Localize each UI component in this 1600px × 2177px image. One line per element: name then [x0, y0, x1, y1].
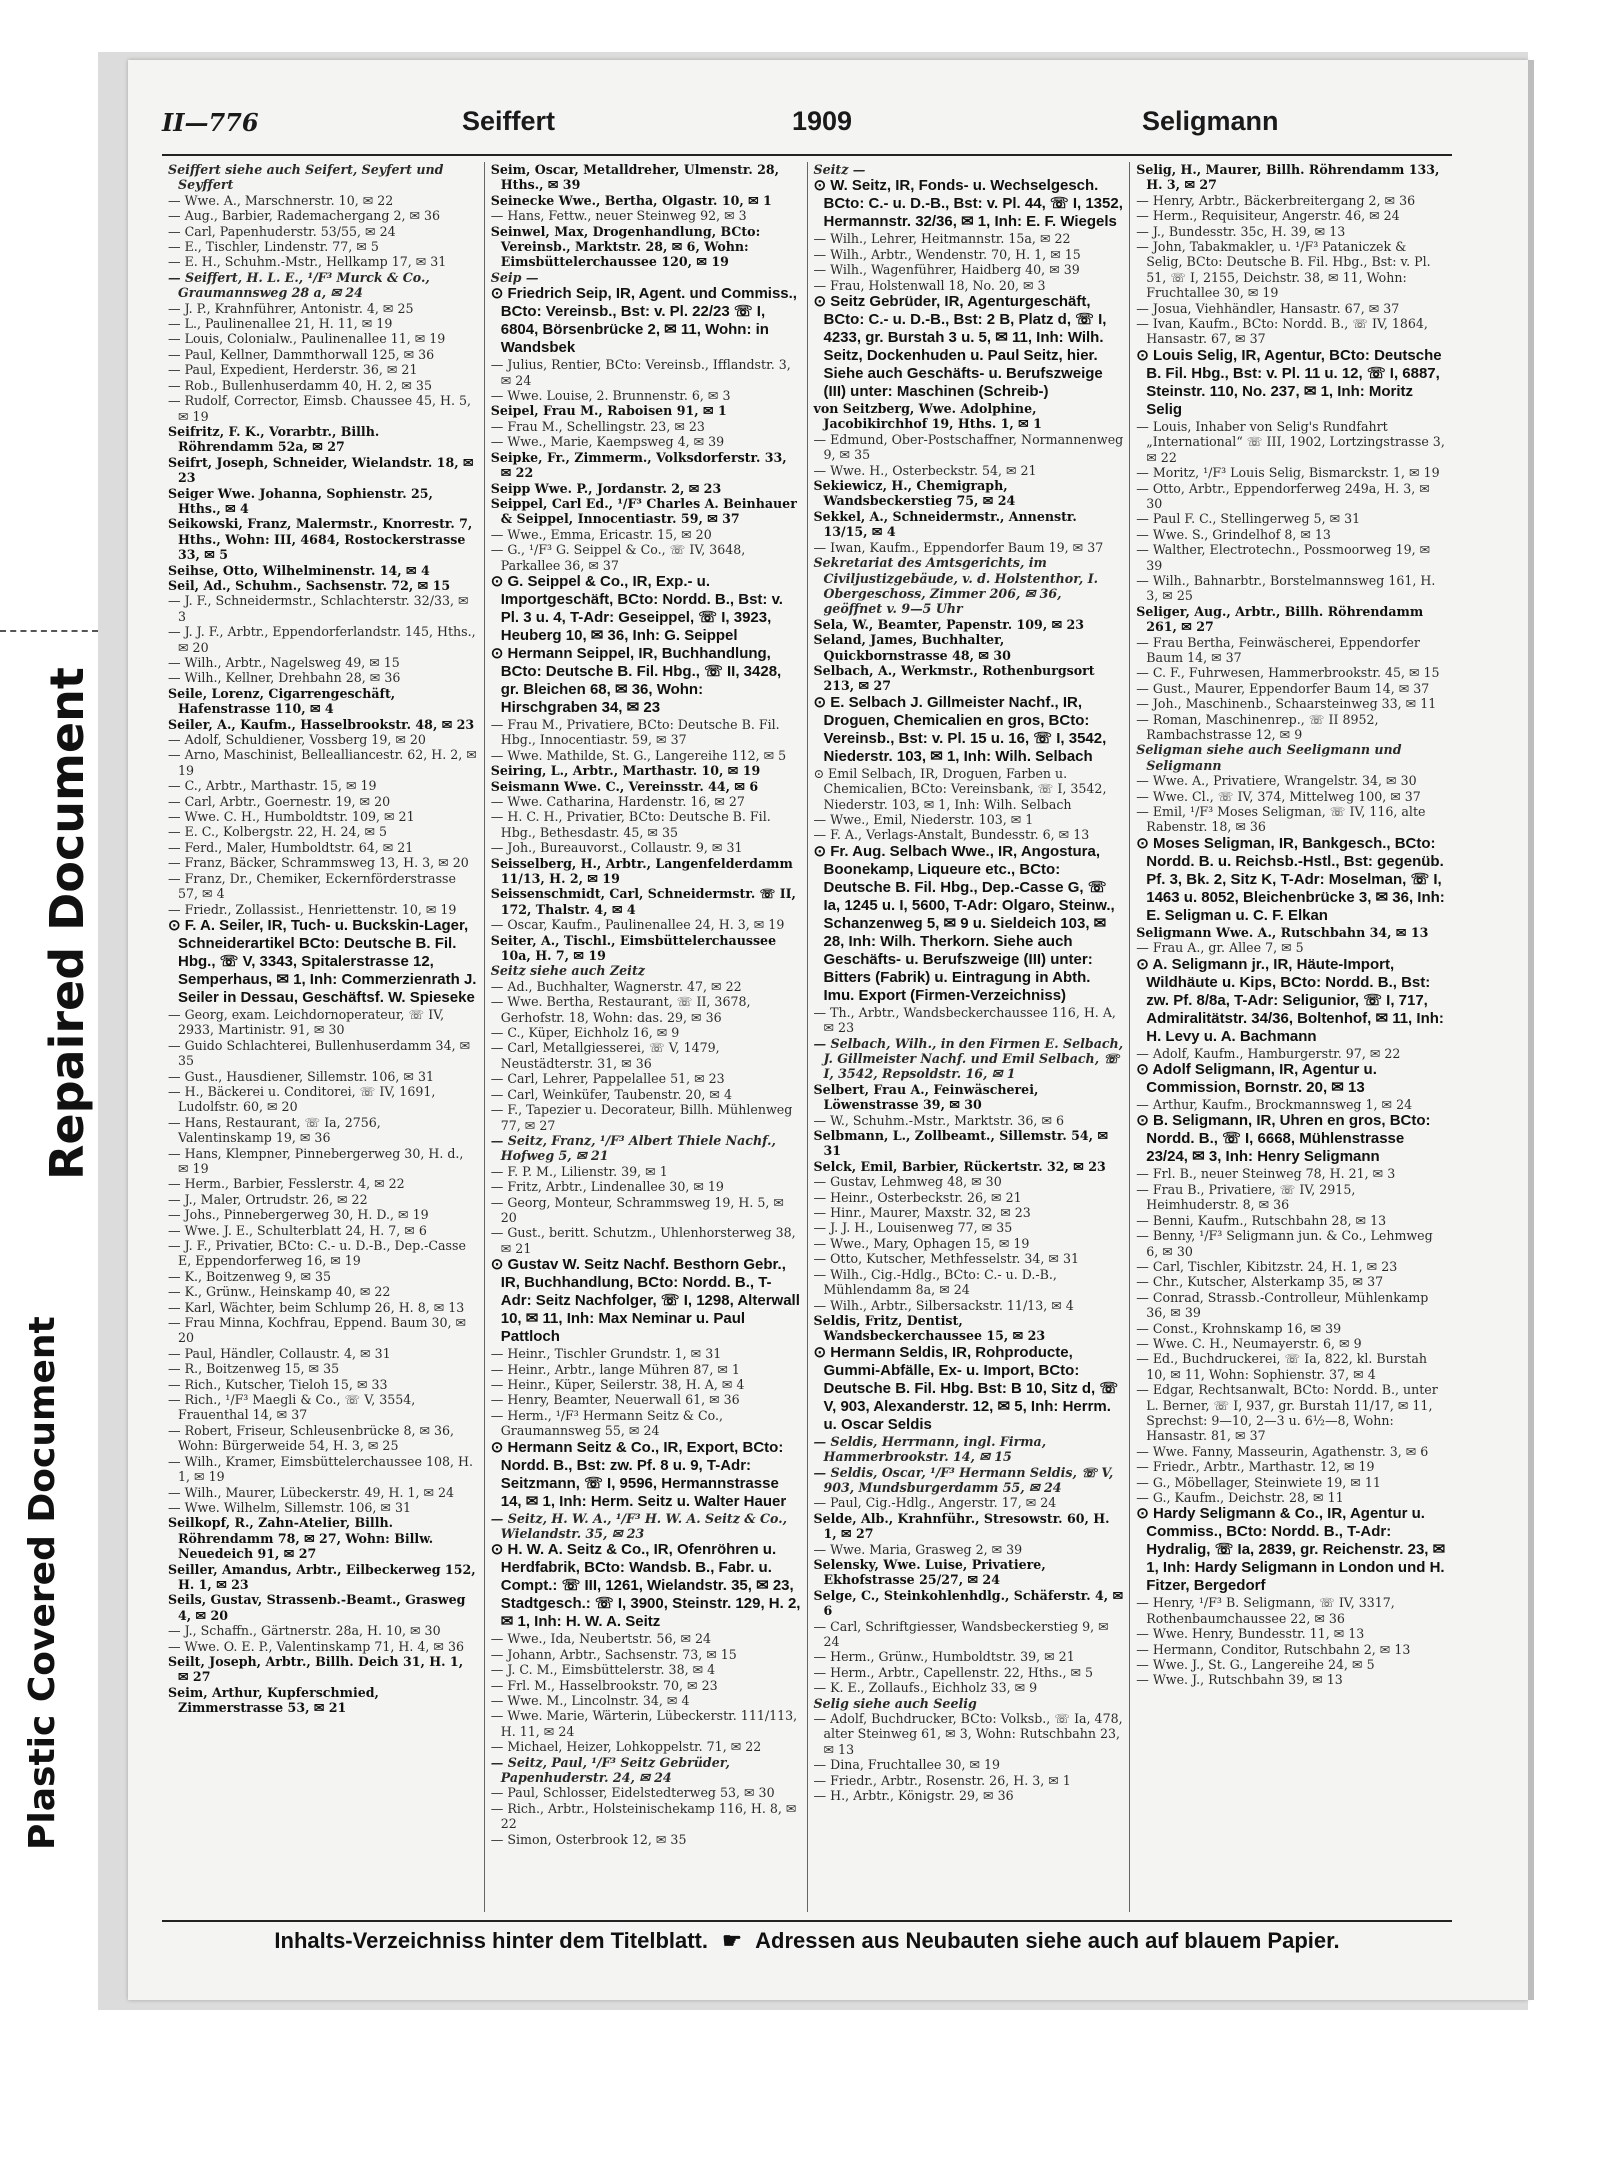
repaired-document-label: Repaired Document	[40, 667, 94, 1180]
directory-entry: — Wwe., Ida, Neubertstr. 56, ✉ 24	[490, 1631, 712, 1647]
directory-entry: — F., Tapezier u. Decorateur, Billh. Mühlenweg 77, ✉ 27	[490, 1102, 793, 1133]
directory-entry: — Robert, Friseur, Schleusenbrücke 8, ✉ 36, Wohn: Bürgerweide 54, H. 3, ✉ 25	[168, 1422, 455, 1454]
directory-entry: — Wilh., Kramer, Eimsbüttelerchaussee 108, H. 1, ✉ 19	[168, 1453, 473, 1485]
directory-entry: — Hans, Klempner, Pinnebergerweg 30, H. d., ✉ 19	[168, 1145, 464, 1176]
directory-entry: — Emil, ¹/F³ Moses Seligman, ☏ IV, 116, alte Rabenstr. 18, ✉ 36	[1136, 804, 1426, 835]
directory-entry: — Frau Bertha, Feinwäscherei, Eppendorfer Baum 14, ✉ 37	[1136, 634, 1420, 665]
directory-entry: — Franz, Bäcker, Schrammsweg 13, H. 3, ✉ 20	[168, 855, 469, 871]
directory-entry: — Wwe., Mary, Ophagen 15, ✉ 19	[813, 1235, 1030, 1251]
directory-entry: — Carl, Metallgiesserei, ☏ V, 1479, Neustädterstr. 31, ✉ 36	[490, 1040, 720, 1071]
column-1	[162, 162, 485, 1912]
directory-entry: ⊙ Gustav W. Seitz Nachf. Besthorn Gebr., IR, Buchhandlung, BCto: Nordd. B., T-Adr: Seitz Nachfolger, ☏ I, 1298, Alterwall 10, ✉ 11, Inh: Max Neminar u. Paul Pattloch	[490, 1256, 800, 1346]
directory-entry: — Wwe. H., Osterbeckstr. 54, ✉ 21	[813, 462, 1037, 478]
directory-entry: — Wilh., Maurer, Lübeckerstr. 49, H. 1, ✉ 24	[168, 1484, 455, 1500]
directory-entry: — Wwe. J., St. G., Langereihe 24, ✉ 5	[1136, 1657, 1375, 1673]
directory-entry: — Johs., Pinnebergerweg 30, H. D., ✉ 19	[168, 1207, 429, 1223]
directory-entry: — Henry, Beamter, Neuerwall 61, ✉ 36	[490, 1392, 740, 1408]
directory-entry: — Benny, ¹/F³ Seligmann jun. & Co., Lehmweg 6, ✉ 30	[1136, 1228, 1433, 1259]
pointing-hand-icon: ☛	[722, 1928, 742, 1953]
directory-entry: — Wwe. Bertha, Restaurant, ☏ II, 3678, Gerhofstr. 18, Wohn: das. 29, ✉ 36	[490, 994, 751, 1025]
directory-entry: — Heinr., Küper, Seilerstr. 38, H. A, ✉ 4	[490, 1376, 745, 1392]
page-header	[162, 104, 1452, 144]
directory-entry: — Rich., Arbtr., Holsteinischekamp 116, H. 8, ✉ 22	[490, 1800, 797, 1832]
directory-entry: — Paul, Kellner, Dammthorwall 125, ✉ 36	[168, 346, 435, 362]
directory-entry: Seile, Lorenz, Cigarrengeschäft, Hafenstrasse 110, ✉ 4	[168, 685, 396, 717]
directory-entry: — Benni, Kaufm., Rutschbahn 28, ✉ 13	[1136, 1212, 1387, 1228]
directory-entry: Seligman siehe auch Seeligmann und Seligmann	[1136, 742, 1402, 773]
directory-entry: — Wilh., Kellner, Drehbahn 28, ✉ 36	[168, 670, 401, 686]
directory-entry: — Seiffert, H. L. E., ¹/F³ Murck & Co., Graumannsweg 28 a, ✉ 24	[168, 269, 430, 301]
directory-entry: — Adolf, Buchdrucker, BCto: Volksb., ☏ Ia, 478, alter Steinweg 61, ✉ 3, Wohn: Rutschbahn 23, ✉ 13	[813, 1711, 1123, 1757]
directory-entry: — Iwan, Kaufm., Eppendorfer Baum 19, ✉ 37	[813, 539, 1104, 555]
directory-entry: — Wwe. Fanny, Masseurin, Agathenstr. 3, ✉ 6	[1136, 1443, 1429, 1459]
directory-entry: — Edmund, Ober-Postschaffner, Normannenweg 9, ✉ 35	[813, 431, 1124, 463]
directory-entry: Sekretariat des Amtsgerichts, im Civiljustizgebäude, v. d. Holstenthor, I. Obergeschoss, Zimmer 206, ✉ 36, geöffnet v. 9—5 Uhr	[813, 555, 1098, 617]
directory-entry: — Wwe., Marie, Kaempsweg 4, ✉ 39	[490, 434, 725, 450]
directory-entry: — Herm., Requisiteur, Angerstr. 46, ✉ 24	[1136, 208, 1400, 224]
directory-page	[128, 60, 1528, 2000]
directory-entry: — Rob., Bullenhuserdamm 40, H. 2, ✉ 35	[168, 377, 432, 393]
directory-entry: ⊙ Moses Seligman, IR, Bankgesch., BCto: Nordd. B. u. Reichsb.-Hstl., Bst: gegenüb. Pf. 3, Bk. 2, Sitz K, T-Adr: Moselman, ☏ I, 1463 u. 8052, Bleichenbrücke 3, ✉ 36, Inh: E. Seligman u. C. F. Elkan	[1136, 834, 1445, 924]
directory-entry: Selig siehe auch Seelig	[813, 1695, 977, 1711]
footer-right-text: Adressen aus Neubauten siehe auch auf blauem Papier.	[755, 1928, 1340, 1953]
directory-entry: — Franz, Dr., Chemiker, Eckernförderstrasse 57, ✉ 4	[168, 870, 456, 902]
directory-entry: ⊙ Hermann Seippel, IR, Buchhandlung, BCto: Deutsche B. Fil. Hbg., ☏ II, 3428, gr. Bleichen 68, ✉ 36, Wohn: Hirschgraben 34, ✉ 23	[490, 644, 782, 716]
directory-entry: Selde, Alb., Krahnführ., Stresowstr. 60, H. 1, ✉ 27	[813, 1510, 1110, 1542]
directory-entry: — J. F., Schneidermstr., Schlachterstr. 32/33, ✉ 3	[168, 593, 469, 624]
directory-entry: — Const., Krohnskamp 16, ✉ 39	[1136, 1320, 1342, 1336]
directory-entry: Sela, W., Beamter, Papenstr. 109, ✉ 23	[813, 616, 1085, 632]
directory-entry: — Paul F. C., Stellingerweg 5, ✉ 31	[1136, 511, 1361, 527]
directory-entry: — Wwe. Catharina, Hardenstr. 16, ✉ 27	[490, 793, 745, 809]
directory-entry: — Wwe. M., Lincolnstr. 34, ✉ 4	[490, 1693, 690, 1709]
directory-entry: ⊙ F. A. Seiler, IR, Tuch- u. Buckskin-Lager, Schneiderartikel BCto: Deutsche B. Fil. Hbg., ☏ V, 3343, Spitalerstrasse 12, Semperhaus, ✉ 1, Inh: Commerzienrath J. Seiler in Dessau, Geschäftsf. W. Spieseke	[168, 916, 477, 1006]
directory-entry: — Seitz, Paul, ¹/F³ Seitz Gebrüder, Papenhuderstr. 24, ✉ 24	[490, 1754, 730, 1786]
directory-entry: — Seitz, Franz, ¹/F³ Albert Thiele Nachf., Hofweg 5, ✉ 21	[490, 1132, 776, 1164]
directory-entry: Seihse, Otto, Wilhelminenstr. 14, ✉ 4	[168, 562, 430, 578]
directory-entry: — Wilh., Wagenführer, Haidberg 40, ✉ 39	[813, 262, 1080, 278]
directory-entry: — Seldis, Herrmann, ingl. Firma, Hammerbrookstr. 14, ✉ 15	[813, 1433, 1047, 1465]
directory-entry: — Frau Minna, Kochfrau, Eppend. Baum 30, ✉ 20	[168, 1315, 467, 1346]
column-4	[1130, 162, 1452, 1912]
directory-entry: — Wwe. J. E., Schulterblatt 24, H. 7, ✉ 6	[168, 1222, 427, 1238]
directory-entry: — Frl. B., neuer Steinweg 78, H. 21, ✉ 3	[1136, 1166, 1396, 1182]
directory-entry: — G., ¹/F³ G. Seippel & Co., ☏ IV, 3648, Parkallee 36, ✉ 37	[490, 542, 746, 573]
directory-entry: — G., Kaufm., Deichstr. 28, ✉ 11	[1136, 1490, 1344, 1505]
directory-entry: — Ivan, Kaufm., BCto: Nordd. B., ☏ IV, 1864, Hansastr. 67, ✉ 37	[1136, 316, 1428, 347]
directory-entry: — Simon, Osterbrook 12, ✉ 35	[490, 1831, 687, 1847]
directory-entry: — Heinr., Arbtr., lange Mühren 87, ✉ 1	[490, 1361, 740, 1377]
directory-entry: Seipp Wwe. P., Jordanstr. 2, ✉ 23	[490, 480, 722, 496]
directory-entry: — Wilh., Lehrer, Heitmannstr. 15a, ✉ 22	[813, 231, 1071, 247]
directory-entry: — Carl, Papenhuderstr. 53/55, ✉ 24	[168, 223, 396, 239]
plastic-covered-label: Plastic Covered Document	[22, 1316, 63, 1850]
directory-entry: ⊙ Louis Selig, IR, Agentur, BCto: Deutsche B. Fil. Hbg., Bst: v. Pl. 11 u. 12, ☏ I, 6887, Steinstr. 110, No. 237, ✉ 1, Inh: Moritz Selig	[1136, 346, 1442, 418]
directory-entry: — Moritz, ¹/F³ Louis Selig, Bismarckstr. 1, ✉ 19	[1136, 465, 1440, 481]
directory-entry: — Wwe. A., Privatiere, Wrangelstr. 34, ✉ 30	[1136, 773, 1417, 789]
directory-entry: — Oscar, Kaufm., Paulinenallee 24, H. 3, ✉ 19	[490, 917, 785, 933]
directory-entry: — Selbach, Wilh., in den Firmen E. Selbach, J. Gillmeister Nachf. und Emil Selbach, ☏ I, 3542, Repsoldstr. 16, ✉ 1	[813, 1035, 1124, 1082]
directory-entry: — Herm., Barbier, Fesslerstr. 4, ✉ 22	[168, 1176, 405, 1192]
directory-entry: — R., Boitzenweg 15, ✉ 35	[168, 1361, 340, 1377]
directory-entry: — Gust., Maurer, Eppendorfer Baum 14, ✉ 37	[1136, 680, 1430, 696]
directory-entry: — Georg, exam. Leichdornoperateur, ☏ IV, 2933, Martinistr. 91, ✉ 30	[168, 1006, 445, 1038]
directory-entry: — Wilh., Arbtr., Nagelsweg 49, ✉ 15	[168, 655, 400, 670]
directory-entry: — K. E., Zollaufs., Eichholz 33, ✉ 9	[813, 1680, 1038, 1696]
directory-entry: — Ferd., Maler, Humboldtstr. 64, ✉ 21	[168, 839, 414, 855]
directory-entry: ⊙ H. W. A. Seitz & Co., IR, Ofenröhren u. Herdfabrik, BCto: Wandsb. B., Fabr. u. Compt.: ☏ III, 1261, Wielandstr. 35, ✉ 23, Stadtgesch.: ☏ I, 3900, Steinstr. 129, H. 2, ✉ 1, Inh: H. W. A. Seitz	[490, 1541, 801, 1631]
page-edge	[1528, 60, 1534, 2000]
directory-entry: ⊙ W. Seitz, IR, Fonds- u. Wechselgesch. BCto: C.- u. D.-B., Bst: v. Pl. 44, ☏ I, 1352, Hermannstr. 32/36, ✉ 1, Inh: E. F. Wiegels	[813, 177, 1123, 231]
directory-entry: Seipel, Frau M., Raboisen 91, ✉ 1	[490, 403, 727, 419]
directory-entry: — Karl, Wächter, beim Schlump 26, H. 8, ✉ 13	[168, 1299, 465, 1315]
directory-entry: — Frau A., gr. Allee 7, ✉ 5	[1136, 940, 1304, 956]
column-3	[808, 162, 1131, 1912]
directory-entry: ⊙ Emil Selbach, IR, Droguen, Farben u. Chemicalien, BCto: Vereinsbank, ☏ I, 3542, Niederstr. 103, ✉ 1, Inh: Wilh. Selbach	[813, 765, 1107, 812]
directory-entry: — Henry, Arbtr., Bäckerbreitergang 2, ✉ 36	[1136, 192, 1416, 208]
directory-entry: Seifrt, Joseph, Schneider, Wielandstr. 18, ✉ 23	[168, 454, 474, 486]
directory-entry: — Wwe. Mathilde, St. G., Langereihe 112, ✉ 5	[490, 747, 787, 763]
directory-entry: — Herm., Arbtr., Capellenstr. 22, Hths., ✉ 5	[813, 1664, 1094, 1680]
directory-entry: — Wilh., Bahnarbtr., Borstelmannsweg 161, H. 3, ✉ 25	[1136, 572, 1436, 604]
directory-entry: Seismann Wwe. C., Vereinsstr. 44, ✉ 6	[490, 778, 759, 794]
header-year: 1909	[792, 106, 853, 136]
directory-entry: — Friedr., Arbtr., Marthastr. 12, ✉ 19	[1136, 1459, 1375, 1475]
directory-entry: — Conrad, Strassb.-Controlleur, Mühlenkamp 36, ✉ 39	[1136, 1289, 1429, 1321]
directory-entry: — Michael, Heizer, Lohkoppelstr. 71, ✉ 22	[490, 1739, 762, 1755]
directory-entry: — Gust., Hausdiener, Sillemstr. 106, ✉ 31	[168, 1068, 435, 1084]
directory-entry: von Seitzberg, Wwe. Adolphine, Jacobikirchhof 19, Hths. 1, ✉ 1	[813, 401, 1042, 432]
directory-entry: — Henry, ¹/F³ B. Seligmann, ☏ IV, 3317, Rothenbaumchaussee 22, ✉ 36	[1136, 1595, 1395, 1626]
directory-entry: — Julius, Rentier, BCto: Vereinsb., Ifflandstr. 3, ✉ 24	[490, 357, 791, 388]
directory-entry: Seipke, Fr., Zimmerm., Volksdorferstr. 33, ✉ 22	[490, 449, 787, 481]
directory-entry: ⊙ Fr. Aug. Selbach Wwe., IR, Angostura, Boonekamp, Liqueure etc., BCto: Deutsche B. Fil. Hbg., Dep.-Casse G, ☏ Ia, 1245 u. I, 5600, T-Adr: Olgaro, Steinw., Schanzenweg 5, ✉ 9 u. Sieldeich 103, ✉ 28, Inh: Wilh. Therkorn. Siehe auch Geschäfts- u. Berufszweige (III) unter: Bitters (Fabrik) u. Eintragung in Abth. Imu. Export (Firmen-Verzeichniss)	[813, 842, 1115, 1004]
directory-entry: — E. C., Kolbergstr. 22, H. 24, ✉ 5	[168, 824, 388, 840]
directory-columns	[162, 162, 1452, 1912]
directory-entry: — J., Maler, Ortrudstr. 26, ✉ 22	[168, 1191, 368, 1207]
header-first-name: Seiffert	[462, 106, 556, 136]
directory-entry: — Gust., beritt. Schutzm., Uhlenhorsterweg 38, ✉ 21	[490, 1225, 796, 1256]
directory-entry: Seip —	[490, 269, 539, 285]
directory-entry: — J. C. M., Eimsbüttelerstr. 38, ✉ 4	[490, 1662, 716, 1678]
directory-entry: — Seitz, H. W. A., ¹/F³ H. W. A. Seitz & Co., Wielandstr. 35, ✉ 23	[490, 1510, 787, 1541]
directory-entry: — G., Möbellager, Steinwiete 19, ✉ 11	[1136, 1474, 1381, 1490]
directory-entry: — Aug., Barbier, Rademachergang 2, ✉ 36	[168, 208, 441, 224]
directory-entry: — Carl, Tischler, Kibitzstr. 24, H. 1, ✉ 23	[1136, 1258, 1398, 1274]
directory-entry: Seinwel, Max, Drogenhandlung, BCto: Vereinsb., Marktstr. 28, ✉ 6, Wohn: Eimsbüttelerchaussee 120, ✉ 19	[490, 223, 761, 270]
directory-entry: Seim, Arthur, Kupferschmied, Zimmerstrasse 53, ✉ 21	[168, 1684, 379, 1716]
directory-entry: — Wwe. O. E. P., Valentinskamp 71, H. 4, ✉ 36	[168, 1638, 464, 1654]
directory-entry: — Adolf, Schuldiener, Vossberg 19, ✉ 20	[168, 732, 426, 748]
directory-entry: ⊙ Hermann Seitz & Co., IR, Export, BCto: Nordd. B., Bst: zw. Pf. 8 u. 9, T-Adr: Seitzmann, ☏ I, 9596, Hermannstrasse 14, ✉ 1, Inh: Herm. Seitz u. Walter Hauer	[490, 1438, 787, 1510]
directory-entry: — Adolf, Kaufm., Hamburgerstr. 97, ✉ 22	[1136, 1045, 1401, 1061]
page-footer	[162, 1928, 1452, 1954]
directory-entry: Seitz —	[813, 162, 866, 177]
directory-entry: — F. P. M., Lilienstr. 39, ✉ 1	[490, 1163, 668, 1179]
directory-entry: Selck, Emil, Barbier, Rückertstr. 32, ✉ 23	[813, 1158, 1106, 1174]
directory-entry: ⊙ Friedrich Seip, IR, Agent. und Commiss., BCto: Vereinsb., Bst: v. Pl. 22/23 ☏ I, 6804, Börsenbrücke 2, ✉ 11, Wohn: in Wandsbek	[490, 285, 797, 357]
directory-entry: — Hans, Fettw., neuer Steinweg 92, ✉ 3	[490, 208, 747, 224]
directory-entry: — Hinr., Maurer, Maxstr. 32, ✉ 23	[813, 1205, 1031, 1221]
directory-entry: Seinecke Wwe., Bertha, Olgastr. 10, ✉ 1	[490, 192, 772, 208]
document-side-band	[0, 0, 98, 2177]
header-rule	[162, 154, 1452, 156]
directory-entry: — C., Küper, Eichholz 16, ✉ 9	[490, 1025, 680, 1041]
directory-entry: — Ad., Buchhalter, Wagnerstr. 47, ✉ 22	[490, 978, 742, 994]
directory-entry: — J., Schaffn., Gärtnerstr. 28a, H. 10, ✉ 30	[168, 1623, 441, 1639]
directory-entry: Seiler, A., Kaufm., Hasselbrookstr. 48, ✉ 23	[168, 716, 475, 732]
directory-entry: — Paul, Cig.-Hdlg., Angerstr. 17, ✉ 24	[813, 1495, 1057, 1511]
directory-entry: — K., Grünw., Heinskamp 40, ✉ 22	[168, 1284, 391, 1300]
directory-entry: Seiller, Amandus, Arbtr., Eilbeckerweg 152, H. 1, ✉ 23	[168, 1561, 476, 1592]
directory-entry: — Wilh., Cig.-Hdlg., BCto: C.- u. D.-B., Mühlendamm 8a, ✉ 24	[813, 1266, 1057, 1298]
directory-entry: — Wwe. Louise, 2. Brunnenstr. 6, ✉ 3	[490, 388, 731, 404]
directory-entry: — Arno, Maschinist, Bellealliancestr. 62, H. 2, ✉ 19	[168, 747, 477, 778]
directory-entry: — Frl. M., Hasselbrookstr. 70, ✉ 23	[490, 1677, 718, 1693]
directory-entry: — J. P., Krahnführer, Antonistr. 4, ✉ 25	[168, 300, 414, 316]
directory-entry: Seifritz, F. K., Vorarbtr., Billh. Röhrendamm 52a, ✉ 27	[168, 423, 380, 455]
directory-entry: — W., Schuhm.-Mstr., Marktstr. 36, ✉ 6	[813, 1112, 1065, 1128]
directory-entry: — Wwe. J., Rutschbahn 39, ✉ 13	[1136, 1672, 1343, 1688]
directory-entry: — Paul, Schlosser, Eidelstedterweg 53, ✉ 30	[490, 1785, 775, 1801]
directory-entry: — Chr., Kutscher, Alsterkamp 35, ✉ 37	[1136, 1274, 1384, 1290]
directory-entry: — Louis, Inhaber von Selig's Rundfahrt „International“ ☏ III, 1902, Lortzingstrasse 3, ✉ 22	[1136, 418, 1445, 465]
directory-entry: — H., Bäckerei u. Conditorei, ☏ IV, 1691, Ludolfstr. 60, ✉ 20	[168, 1083, 436, 1115]
directory-entry: — Wwe. Cl., ☏ IV, 374, Mittelweg 100, ✉ 37	[1136, 788, 1421, 804]
directory-entry: — Edgar, Rechtsanwalt, BCto: Nordd. B., unter L. Berner, ☏ I, 937, gr. Burstah 11/17, ✉ 11, Sprechst: 9—10, 2—3 u. 6½—8, Wohn: Hansastr. 81, ✉ 37	[1136, 1382, 1438, 1444]
directory-entry: Seissenschmidt, Carl, Schneidermstr. ☏ II, 172, Thalstr. 4, ✉ 4	[490, 886, 796, 917]
directory-entry: — Guido Schlachterei, Bullenhuserdamm 34, ✉ 35	[168, 1037, 471, 1069]
directory-entry: Selbert, Frau A., Feinwäscherei, Löwenstrasse 39, ✉ 30	[813, 1081, 1039, 1113]
directory-entry: ⊙ B. Seligmann, IR, Uhren en gros, BCto: Nordd. B., ☏ I, 6668, Mühlenstrasse 23/24, ✉ 3, Inh: Henry Seligmann	[1136, 1112, 1431, 1166]
directory-entry: Seiffert siehe auch Seifert, Seyfert und Seyffert	[168, 162, 444, 193]
directory-entry: Seitz siehe auch Zeitz	[490, 963, 645, 979]
directory-entry: — J. J. F., Arbtr., Eppendorferlandstr. 145, Hths., ✉ 20	[168, 624, 476, 655]
directory-entry: — Paul, Expedient, Herderstr. 36, ✉ 21	[168, 362, 418, 378]
directory-entry: — Wwe. Henry, Bundesstr. 11, ✉ 13	[1136, 1626, 1365, 1642]
directory-entry: — Frau M., Privatiere, BCto: Deutsche B. Fil. Hbg., Innocentiastr. 59, ✉ 37	[490, 716, 780, 748]
directory-entry: — J. F., Privatier, BCto: C.- u. D.-B., Dep.-Casse E, Eppendorferweg 16, ✉ 19	[168, 1238, 466, 1269]
directory-entry: Seisselberg, H., Arbtr., Langenfelderdamm 11/13, H. 2, ✉ 19	[490, 855, 793, 886]
directory-entry: — Heinr., Osterbeckstr. 26, ✉ 21	[813, 1189, 1022, 1205]
directory-entry: — Carl, Weinküfer, Taubenstr. 20, ✉ 4	[490, 1086, 732, 1102]
directory-entry: Seil, Ad., Schuhm., Sachsenstr. 72, ✉ 15	[168, 577, 451, 593]
directory-entry: — Friedr., Arbtr., Rosenstr. 26, H. 3, ✉ 1	[813, 1772, 1071, 1788]
directory-entry: Seilt, Joseph, Arbtr., Billh. Deich 31, H. 1, ✉ 27	[168, 1653, 464, 1685]
directory-entry: — Wwe. A., Marschnerstr. 10, ✉ 22	[168, 192, 394, 208]
directory-entry: — Carl, Lehrer, Pappelallee 51, ✉ 23	[490, 1071, 725, 1087]
directory-entry: — Joh., Bureauvorst., Collaustr. 9, ✉ 31	[490, 840, 743, 856]
directory-entry: — Friedr., Zollassist., Henriettenstr. 10, ✉ 19	[168, 901, 457, 917]
directory-entry: ⊙ E. Selbach J. Gillmeister Nachf., IR, Droguen, Chemicalien en gros, BCto: Vereinsb., Bst: v. Pl. 15 u. 16, ☏ I, 3542, Niederstr. 103, ✉ 1, Inh: Wilh. Selbach	[813, 693, 1107, 765]
directory-entry: — Herm., Grünw., Humboldtstr. 39, ✉ 21	[813, 1649, 1075, 1665]
directory-entry: ⊙ Adolf Seligmann, IR, Agentur u. Commission, Bornstr. 20, ✉ 13	[1136, 1061, 1377, 1097]
directory-entry: — Wilh., Arbtr., Silbersackstr. 11/13, ✉ 4	[813, 1297, 1074, 1313]
directory-entry: — Louis, Colonialw., Paulinenallee 11, ✉ 19	[168, 331, 446, 347]
footer-left-text: Inhalts-Verzeichniss hinter dem Titelblatt.	[274, 1928, 708, 1953]
directory-entry: — L., Paulinenallee 21, H. 11, ✉ 19	[168, 316, 393, 332]
directory-entry: — Josua, Viehhändler, Hansastr. 67, ✉ 37	[1136, 300, 1400, 316]
directory-entry: — Frau M., Schellingstr. 23, ✉ 23	[490, 418, 705, 434]
directory-entry: — Carl, Arbtr., Goernestr. 19, ✉ 20	[168, 793, 391, 809]
directory-entry: — Heinr., Tischler Grundstr. 1, ✉ 31	[490, 1346, 722, 1362]
directory-entry: — H. C. H., Privatier, BCto: Deutsche B. Fil. Hbg., Bethesdastr. 45, ✉ 35	[490, 809, 771, 840]
directory-entry: — H., Arbtr., Königstr. 29, ✉ 36	[813, 1788, 1014, 1804]
directory-entry: — Wilh., Arbtr., Wendenstr. 70, H. 1, ✉ 15	[813, 246, 1081, 262]
directory-entry: — Rudolf, Corrector, Eimsb. Chaussee 45, H. 5, ✉ 19	[168, 393, 472, 424]
directory-entry: Sekiewicz, H., Chemigraph, Wandsbeckerstieg 75, ✉ 24	[813, 478, 1016, 509]
directory-entry: — C. F., Fuhrwesen, Hammerbrookstr. 45, ✉ 15	[1136, 665, 1440, 681]
directory-entry: — Otto, Kutscher, Methfesselstr. 34, ✉ 31	[813, 1251, 1079, 1267]
directory-entry: — E. H., Schuhm.-Mstr., Hellkamp 17, ✉ 31	[168, 254, 447, 270]
directory-entry: ⊙ G. Seippel & Co., IR, Exp.- u. Importgeschäft, BCto: Nordd. B., Bst: v. Pl. 3 u. 4, T-Adr: Geseippel, ☏ I, 3923, Heuberg 10, ✉ 36, Inh: G. Seippel	[490, 572, 783, 644]
directory-entry: — Georg, Monteur, Schrammsweg 19, H. 5, ✉ 20	[490, 1194, 784, 1225]
directory-entry: — Dina, Fruchtallee 30, ✉ 19	[813, 1757, 1001, 1773]
directory-entry: ⊙ A. Seligmann jr., IR, Häute-Import, Wildhäute u. Kips, BCto: Nordd. B., Bst: zw. Pf. 8/8a, T-Adr: Seligunior, ☏ I, 717, Admiralitätstr. 34/36, Boltenhof, ✉ 11, Inh: H. Levy u. A. Bachmann	[1136, 955, 1444, 1045]
directory-entry: — K., Boitzenweg 9, ✉ 35	[168, 1268, 332, 1284]
directory-entry: — Wwe. C. H., Humboldtstr. 109, ✉ 21	[168, 809, 415, 825]
directory-entry: — Carl, Schriftgiesser, Wandsbeckerstieg 9, ✉ 24	[813, 1618, 1109, 1649]
directory-entry: — Wwe. Marie, Wärterin, Lübeckerstr. 111/113, H. 11, ✉ 24	[490, 1708, 798, 1739]
directory-entry: ⊙ Hardy Seligmann & Co., IR, Agentur u. Commiss., BCto: Nordd. B., T-Adr: Hydralig, ☏ Ia, 2839, gr. Reichenstr. 23, ✉ 1, Inh: Hardy Seligmann in London und H. Fitzer, Bergedorf	[1136, 1505, 1446, 1595]
footer-rule	[162, 1920, 1452, 1922]
directory-entry: Seippel, Carl Ed., ¹/F³ Charles A. Beinhauer & Seippel, Innocentiastr. 59, ✉ 37	[490, 495, 797, 527]
directory-entry: — Gustav, Lehmweg 48, ✉ 30	[813, 1174, 1002, 1190]
directory-entry: — Herm., ¹/F³ Hermann Seitz & Co., Graumannsweg 55, ✉ 24	[490, 1407, 723, 1439]
directory-entry: — Frau, Holstenwall 18, No. 20, ✉ 3	[813, 277, 1046, 293]
directory-entry: — Johann, Arbtr., Sachsenstr. 73, ✉ 15	[490, 1646, 737, 1662]
directory-entry: Seiring, L., Arbtr., Marthastr. 10, ✉ 19	[490, 763, 761, 779]
directory-entry: — F. A., Verlags-Anstalt, Bundesstr. 6, ✉ 13	[813, 827, 1090, 843]
column-2	[485, 162, 808, 1912]
directory-entry: Selge, C., Steinkohlenhdlg., Schäferstr. 4, ✉ 6	[813, 1587, 1124, 1619]
directory-entry: Selensky, Wwe. Luise, Privatiere, Ekhofstrasse 25/27, ✉ 24	[813, 1556, 1046, 1588]
directory-entry: ⊙ Hermann Seldis, IR, Rohproducte, Gummi-Abfälle, Ex- u. Import, BCto: Deutsche B. Fil. Hbg. Bst: B 10, Sitz d, ☏ V, 903, Alexanderstr. 12, ✉ 5, Inh: Herrm. u. Oscar Seldis	[813, 1343, 1119, 1433]
directory-entry: — Th., Arbtr., Wandsbeckerchaussee 116, H. A, ✉ 23	[813, 1004, 1116, 1036]
directory-entry: Selbach, A., Werkmstr., Rothenburgsort 213, ✉ 27	[813, 662, 1095, 694]
directory-entry: — Otto, Arbtr., Eppendorferweg 249a, H. 3, ✉ 30	[1136, 480, 1430, 511]
directory-entry: — Rich., ¹/F³ Maegli & Co., ☏ V, 3554, Frauenthal 14, ✉ 37	[168, 1392, 416, 1423]
directory-entry: — Ed., Buchdruckerei, ☏ Ia, 822, kl. Burstah 10, ✉ 11, Wohn: Sophienstr. 37, ✉ 4	[1136, 1351, 1427, 1382]
header-last-name: Seligmann	[1142, 106, 1279, 136]
directory-entry: Seim, Oscar, Metalldreher, Ulmenstr. 28, Hths., ✉ 39	[490, 162, 780, 193]
page-number: II—776	[162, 108, 259, 137]
directory-entry: — Wwe., Emil, Niederstr. 103, ✉ 1	[813, 811, 1034, 827]
directory-entry: — Rich., Kutscher, Tieloh 15, ✉ 33	[168, 1376, 388, 1392]
directory-entry: — Joh., Maschinenb., Schaarsteinweg 33, ✉ 11	[1136, 696, 1437, 712]
directory-entry: Seiter, A., Tischl., Eimsbüttelerchaussee 10a, H. 7, ✉ 19	[490, 932, 777, 964]
directory-entry: Sekkel, A., Schneidermstr., Annenstr. 13/15, ✉ 4	[813, 508, 1077, 540]
directory-entry: — C., Arbtr., Marthastr. 15, ✉ 19	[168, 778, 377, 794]
directory-entry: — Hans, Restaurant, ☏ Ia, 2756, Valentinskamp 19, ✉ 36	[168, 1114, 381, 1146]
directory-entry: — J., Bundesstr. 35c, H. 39, ✉ 13	[1136, 223, 1346, 239]
directory-entry: — Hermann, Conditor, Rutschbahn 2, ✉ 13	[1136, 1641, 1411, 1657]
directory-entry: Seland, James, Buchhalter, Quickbornstrasse 48, ✉ 30	[813, 632, 1011, 663]
directory-entry: — Wwe. Wilhelm, Sillemstr. 106, ✉ 31	[168, 1499, 411, 1515]
directory-entry: — Frau B., Privatiere, ☏ IV, 2915, Heimhuderstr. 8, ✉ 36	[1136, 1181, 1356, 1213]
directory-entry: — Seldis, Oscar, ¹/F³ Hermann Seldis, ☏ V, 903, Mundsburgerdamm 55, ✉ 24	[813, 1464, 1114, 1495]
directory-entry: — Arthur, Kaufm., Brockmannsweg 1, ✉ 24	[1136, 1097, 1413, 1113]
directory-entry: Seilkopf, R., Zahn-Atelier, Billh. Röhrendamm 78, ✉ 27, Wohn: Billw. Neuedeich 91, ✉ 27	[168, 1515, 434, 1562]
directory-entry: Seligmann Wwe. A., Rutschbahn 34, ✉ 13	[1136, 924, 1429, 940]
directory-entry: — Paul, Händler, Collaustr. 4, ✉ 31	[168, 1345, 391, 1361]
directory-entry: — Walther, Electrotechn., Possmoorweg 19, ✉ 39	[1136, 542, 1431, 573]
directory-entry: — Roman, Maschinenrep., ☏ II 8952, Rambachstrasse 12, ✉ 9	[1136, 711, 1379, 742]
directory-entry: — Wwe., Emma, Ericastr. 15, ✉ 20	[490, 526, 712, 542]
directory-entry: Selig, H., Maurer, Billh. Röhrendamm 133, H. 3, ✉ 27	[1136, 162, 1440, 193]
directory-entry: Seldis, Fritz, Dentist, Wandsbeckerchaussee 15, ✉ 23	[813, 1312, 1046, 1344]
directory-entry: — J. J. H., Louisenweg 77, ✉ 35	[813, 1220, 1013, 1236]
directory-entry: — Fritz, Arbtr., Lindenallee 30, ✉ 19	[490, 1179, 724, 1195]
directory-entry: Selbmann, L., Zollbeamt., Sillemstr. 54, ✉ 31	[813, 1128, 1108, 1159]
directory-entry: — Wwe. C. H., Neumayerstr. 6, ✉ 9	[1136, 1335, 1362, 1351]
directory-entry: — E., Tischler, Lindenstr. 77, ✉ 5	[168, 239, 379, 255]
directory-entry: Seils, Gustav, Strassenb.-Beamt., Grasweg 4, ✉ 20	[168, 1592, 466, 1623]
directory-entry: Seikowski, Franz, Malermstr., Knorrestr. 7, Hths., Wohn: III, 4684, Rostockerstrasse 33, ✉ 5	[168, 516, 473, 563]
dashed-divider	[0, 630, 98, 632]
directory-entry: Seliger, Aug., Arbtr., Billh. Röhrendamm 261, ✉ 27	[1136, 603, 1424, 635]
directory-entry: Seiger Wwe. Johanna, Sophienstr. 25, Hths., ✉ 4	[168, 485, 433, 516]
directory-entry: — Wwe. S., Grindelhof 8, ✉ 13	[1136, 526, 1331, 542]
directory-entry: — John, Tabakmakler, u. ¹/F³ Pataniczek & Selig, BCto: Deutsche B. Fil. Hbg., Bst: v. Pl. 51, ☏ I, 2155, Deichstr. 38, ✉ 11, Wohn: Fruchtallee 30, ✉ 19	[1136, 239, 1431, 301]
directory-entry: ⊙ Seitz Gebrüder, IR, Agenturgeschäft, BCto: C.- u. D.-B., Bst: 2 B, Platz d, ☏ I, 4233, gr. Burstah 3 u. 5, ✉ 11, Inh: Wilh. Seitz, Dockenhuden u. Paul Seitz, hier. Siehe auch Geschäfts- u. Berufszweige (III) unter: Maschinen (Schreib-)	[813, 293, 1107, 401]
directory-entry: — Wwe. Maria, Grasweg 2, ✉ 39	[813, 1541, 1023, 1557]
